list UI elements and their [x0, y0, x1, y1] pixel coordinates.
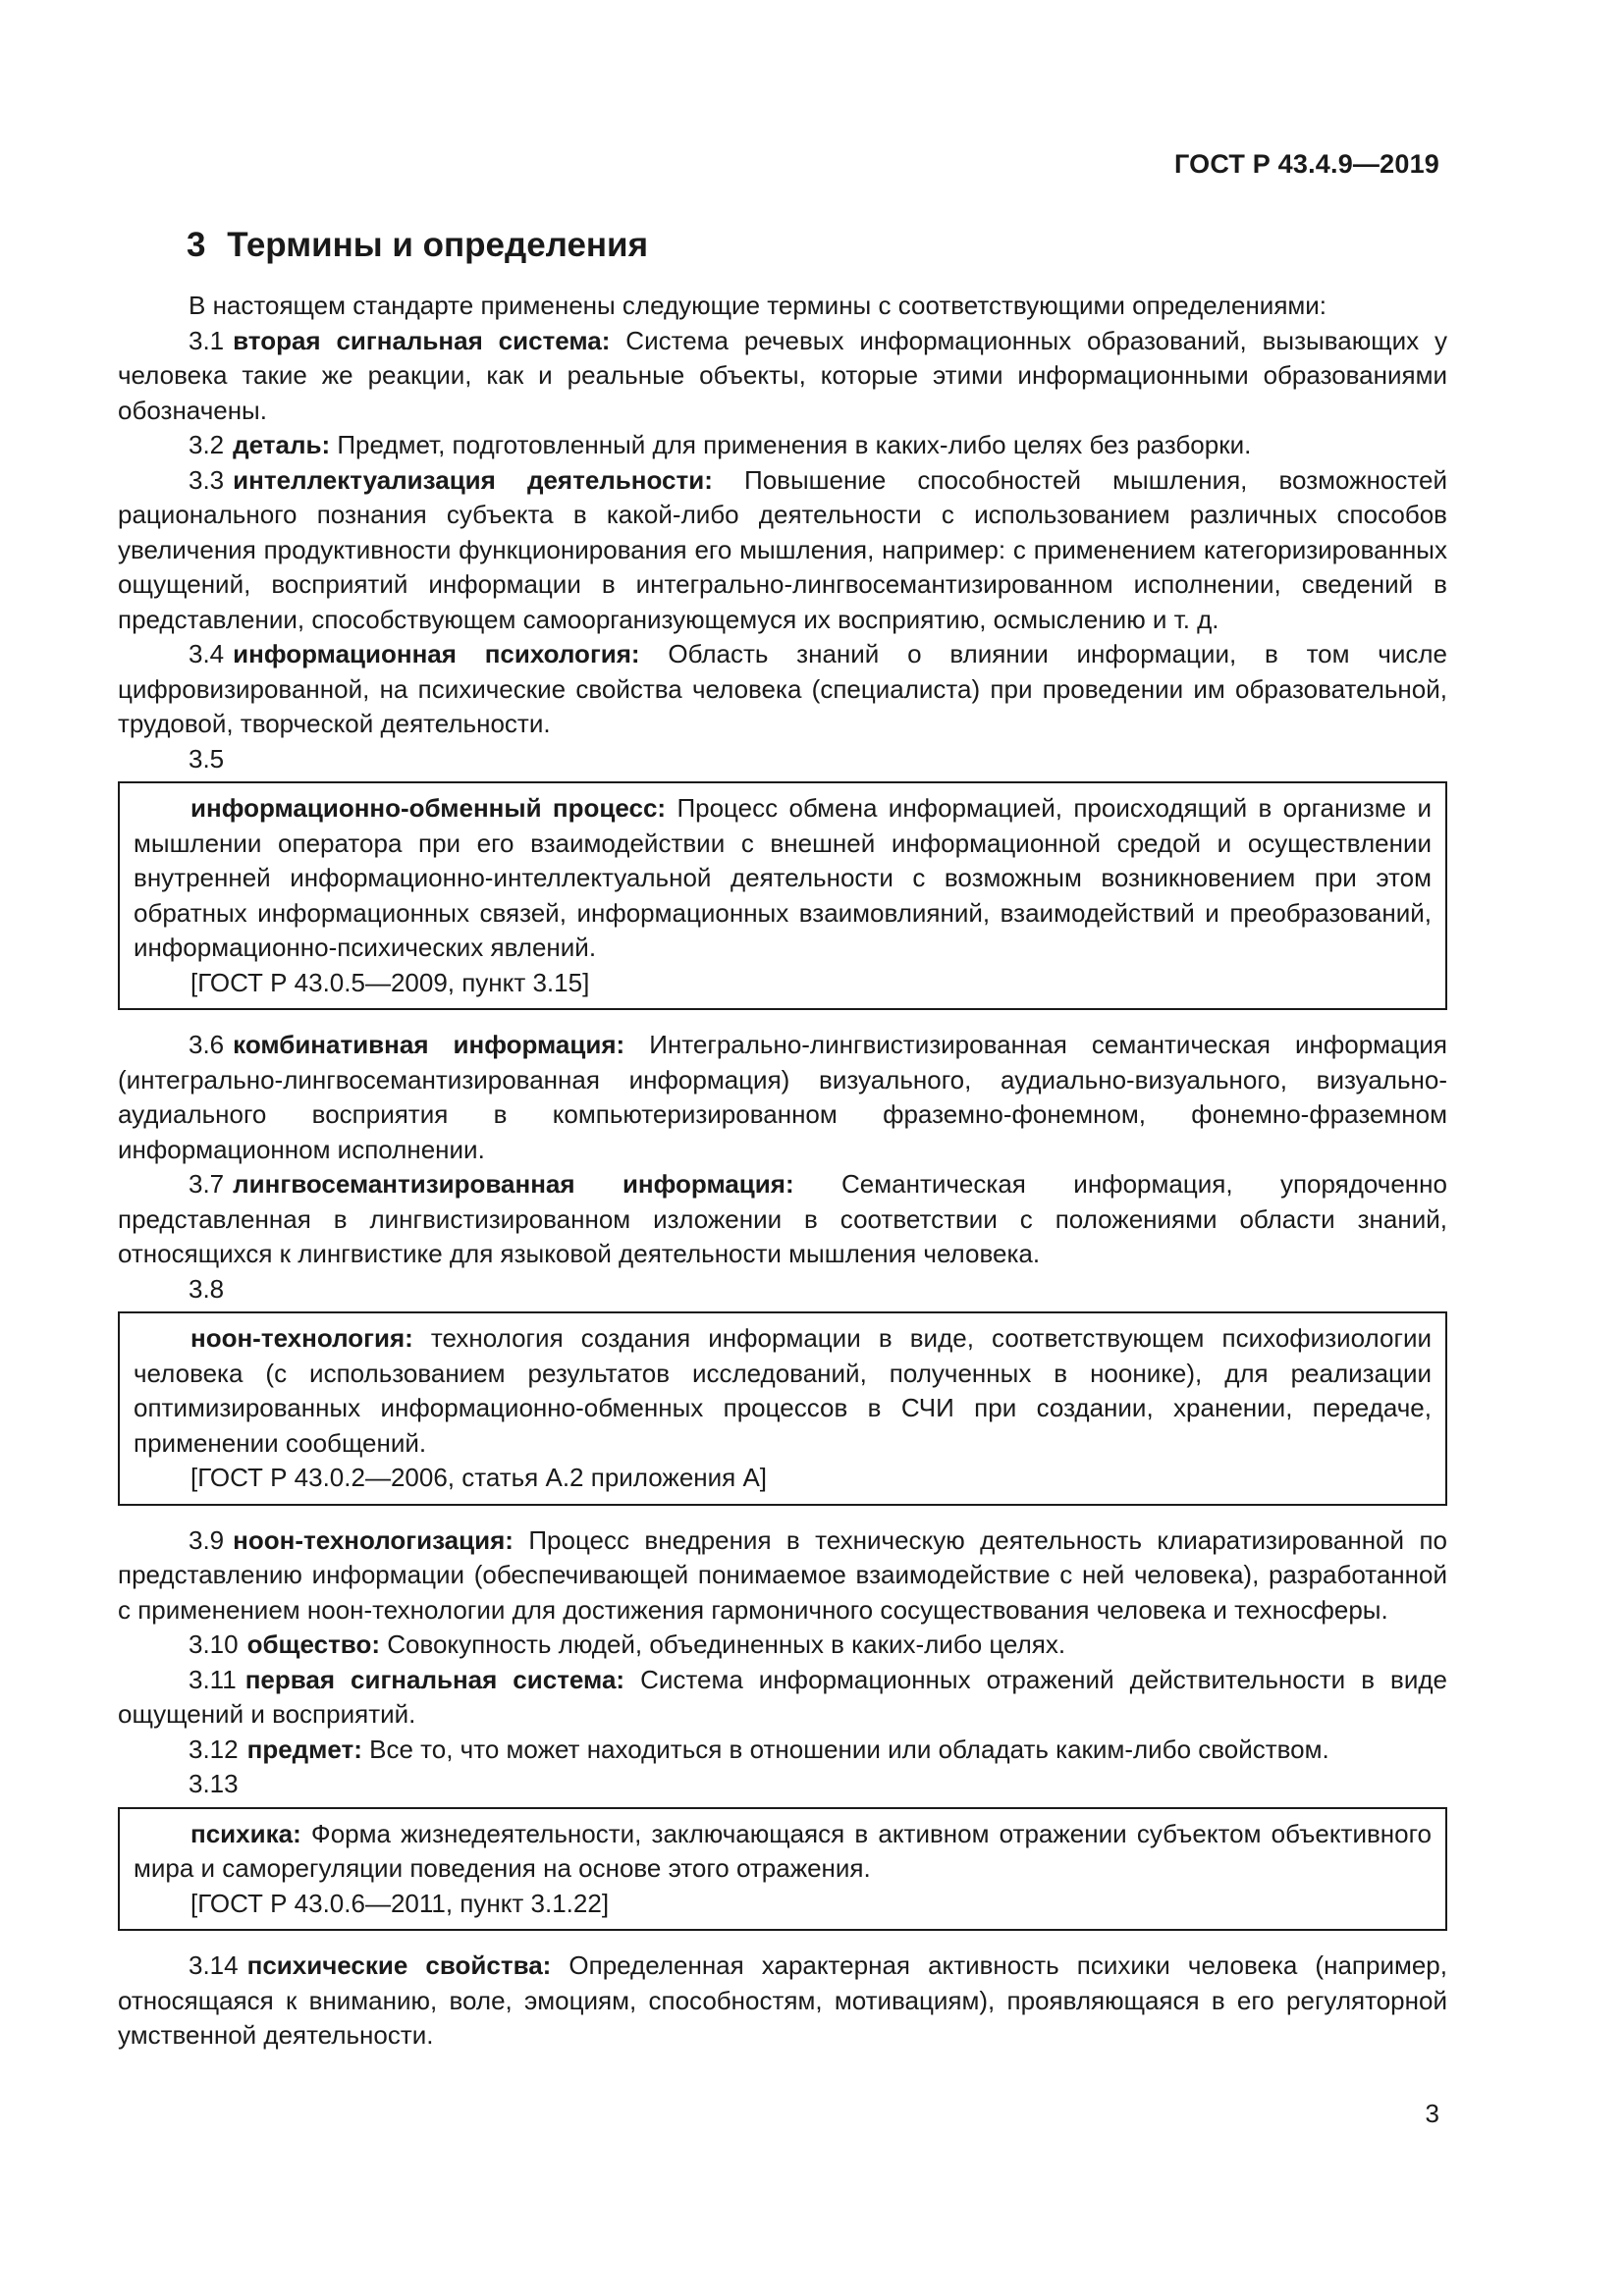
section-title: [187, 224, 1447, 267]
term-definition: Совокупность людей, объединенных в каких-либо целях.: [379, 1629, 1066, 1659]
intro-paragraph: В настоящем стандарте применены следующие термины с соответствующими определениями:: [189, 291, 1327, 320]
term-entry-3-3: [118, 463, 1447, 638]
quoted-term-box-3-5: [118, 781, 1447, 1010]
term-name: психика:: [190, 1818, 301, 1848]
term-number: 3.9: [189, 1524, 225, 1555]
term-source-reference: [ГОСТ Р 43.0.5—2009, пункт 3.15]: [190, 967, 590, 997]
term-definition: Область знаний о влиянии информации, в том числе цифровизированной, на психические свойства человека (специалиста) при проведении им образовательной, трудовой, творческой деятельности.: [118, 639, 1447, 738]
quoted-term-box-3-8: [118, 1311, 1447, 1506]
term-name: первая сигнальная система:: [244, 1664, 625, 1694]
term-entry-3-12: [118, 1733, 1447, 1768]
term-definition: Предмет, подготовленный для применения в каких-либо целях без разборки.: [330, 430, 1252, 459]
term-number: 3.10: [189, 1629, 239, 1659]
section-number: 3: [187, 226, 206, 264]
term-entry-3-14: [118, 1949, 1447, 2054]
document-code: ГОСТ Р 43.4.9—2019: [1173, 149, 1439, 179]
term-name: интеллектуализация деятельности:: [233, 464, 713, 495]
term-entry-3-9: [118, 1523, 1447, 1629]
term-name: вторая сигнальная система:: [233, 325, 611, 355]
term-entry-3-10: [118, 1628, 1447, 1663]
page-content: [118, 224, 1447, 2054]
term-number: 3.7: [189, 1169, 225, 1199]
term-number: 3.1: [189, 325, 225, 355]
term-source-reference: [ГОСТ Р 43.0.6—2011, пункт 3.1.22]: [190, 1888, 610, 1918]
term-name: комбинативная информация:: [233, 1030, 625, 1059]
term-entry-3-13: [134, 1817, 1432, 1887]
term-name: лингвосемантизированная информация:: [233, 1169, 794, 1199]
term-number-3-5: 3.5: [189, 743, 225, 774]
term-definition: Определенная характерная активность психики человека (например, относящаяся к вниманию, воле, эмоциям, способностям, мотивациям), проявляющаяся в его регуляторной умственной деятельности.: [118, 1950, 1447, 2050]
term-definition: Семантическая информация, упорядоченно представленная в лингвистизированном изложении в соответствии с положениями области знаний, относящихся к лингвистике для языковой деятельности мышления человека.: [118, 1169, 1447, 1268]
term-number: 3.3: [189, 464, 225, 495]
term-entry-3-1: [118, 324, 1447, 429]
term-number: 3.6: [189, 1030, 225, 1059]
term-definition: Форма жизнедеятельности, заключающаяся в активном отражении субъектом объективного мира и саморегуляции поведения на основе этого отражения.: [134, 1818, 1432, 1883]
term-entry-3-11: [118, 1663, 1447, 1733]
term-entry-3-8: [134, 1321, 1432, 1461]
term-definition: Повышение способностей мышления, возможностей рационального познания субъекта в какой-либо деятельности с использованием различных способов увеличения продуктивности функционирования его мышления, например: с применением категоризированных ощущений, восприятий информации в интегрально-лингвосемантизированном исполнении, сведений в представлении, способствующем самоорганизующемуся их восприятию, осмыслению и т. д.: [118, 464, 1447, 634]
section-heading: Термины и определения: [227, 226, 648, 264]
term-number: 3.4: [189, 639, 225, 668]
term-name: ноон-технологизация:: [233, 1524, 514, 1555]
term-definition: Процесс внедрения в техническую деятельность клиаратизированной по представлению информации (обеспечивающей понимаемое взаимодействие с ней человека), разработанной с применением ноон-технологии для достижения гармоничного сосуществования человека и техносферы.: [118, 1524, 1447, 1625]
term-name: информационно-обменный процесс:: [190, 793, 667, 823]
term-source-reference: [ГОСТ Р 43.0.2—2006, статья А.2 приложения А]: [190, 1463, 768, 1492]
term-number: 3.14: [189, 1950, 239, 1980]
term-number: 3.12: [189, 1734, 239, 1764]
term-name: предмет:: [246, 1734, 362, 1764]
term-definition: Система информационных отражений действительности в виде ощущений и восприятий.: [118, 1664, 1447, 1729]
term-number: 3.2: [189, 430, 225, 459]
term-definition: Интегрально-лингвистизированная семантическая информация (интегрально-лингвосемантизированная информация) визуального, аудиально-визуального, визуально-аудиального восприятия в компьютеризированном фраземно-фонемном, фонемно-фраземном информационном исполнении.: [118, 1030, 1447, 1164]
term-entry-3-6: [118, 1028, 1447, 1167]
term-entry-3-4: [118, 637, 1447, 742]
term-definition: Система речевых информационных образований, вызывающих у человека такие же реакции, как и реальные объекты, которые этими информационными образованиями обозначены.: [118, 325, 1447, 425]
term-number-3-8: 3.8: [189, 1273, 225, 1304]
term-definition: Процесс обмена информацией, происходящий в организме и мышлении оператора при его взаимодействии с внешней информационной средой и осуществлении внутренней информационно-интеллектуальной деятельности с возможным возникновением при этом обратных информационных связей, информационных взаимовлияний, взаимодействий и преобразований, информационно-психических явлений.: [134, 793, 1433, 962]
term-entry-3-7: [118, 1167, 1447, 1272]
term-name: ноон-технология:: [190, 1323, 413, 1353]
term-entry-3-5: [134, 791, 1432, 966]
term-name: деталь:: [233, 430, 331, 459]
term-name: психические свойства:: [246, 1950, 552, 1980]
term-name: общество:: [246, 1629, 380, 1659]
page-number: 3: [1425, 2099, 1439, 2128]
term-definition: технология создания информации в виде, соответствующем психофизиологии человека (с использованием результатов исследований, полученных в ноонике), для реализации оптимизированных информационно-обменных процессов в СЧИ при создании, хранении, передаче, применении сообщений.: [134, 1323, 1432, 1458]
quoted-term-box-3-13: [118, 1807, 1447, 1932]
term-name: информационная психология:: [233, 639, 640, 668]
term-definition: Все то, что может находиться в отношении или обладать каким-либо свойством.: [361, 1734, 1329, 1764]
term-number-3-13: 3.13: [189, 1769, 239, 1798]
term-number: 3.11: [189, 1664, 237, 1694]
term-entry-3-2: [118, 428, 1447, 463]
